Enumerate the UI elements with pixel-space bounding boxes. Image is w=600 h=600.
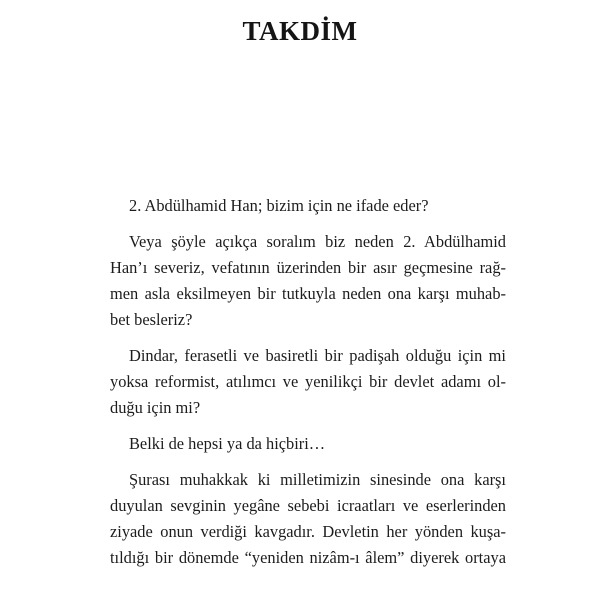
- line-text: ziyade onun verdiği kavgadır. Devletin her yönden kuşa-: [110, 522, 506, 541]
- line-text: tıldığı bir dönemde “yeniden nizâm-ı âlem” diyerek ortaya: [110, 548, 506, 567]
- text-line: [110, 431, 506, 457]
- line-text: Belki de hepsi ya da hiçbiri…: [129, 434, 326, 453]
- document-body: [110, 193, 506, 571]
- text-line: [110, 493, 506, 519]
- text-line: [110, 467, 506, 493]
- text-line: [110, 255, 506, 281]
- text-line: [110, 545, 506, 571]
- paragraph: [110, 431, 506, 457]
- paragraph: [110, 193, 506, 219]
- page-title: TAKDİM: [242, 16, 358, 46]
- text-line: [110, 519, 506, 545]
- line-text: Han’ı severiz, vefatının üzerinden bir asır geçmesine rağ-: [110, 258, 506, 277]
- text-line: [110, 395, 506, 421]
- paragraph: [110, 343, 506, 421]
- text-line: [110, 281, 506, 307]
- line-text: 2. Abdülhamid Han; bizim için ne ifade eder?: [129, 196, 429, 215]
- paragraph: [110, 467, 506, 571]
- text-line: [110, 307, 506, 333]
- line-text: men asla eksilmeyen bir tutkuyla neden ona karşı muhab-: [110, 284, 506, 303]
- text-line: [110, 193, 506, 219]
- text-line: [110, 369, 506, 395]
- line-text: Dindar, ferasetli ve basiretli bir padişah olduğu için mi: [129, 346, 506, 365]
- line-text: Veya şöyle açıkça soralım biz neden 2. Abdülhamid: [129, 232, 506, 251]
- line-text: yoksa reformist, atılımcı ve yenilikçi bir devlet adamı ol-: [110, 372, 506, 391]
- text-line: [110, 229, 506, 255]
- line-text: bet besleriz?: [110, 310, 193, 329]
- text-line: [110, 343, 506, 369]
- line-text: duğu için mi?: [110, 398, 201, 417]
- paragraph: [110, 229, 506, 333]
- line-text: Şurası muhakkak ki milletimizin sinesinde ona karşı: [129, 470, 506, 489]
- line-text: duyulan sevginin yegâne sebebi icraatları ve eserlerinden: [110, 496, 506, 515]
